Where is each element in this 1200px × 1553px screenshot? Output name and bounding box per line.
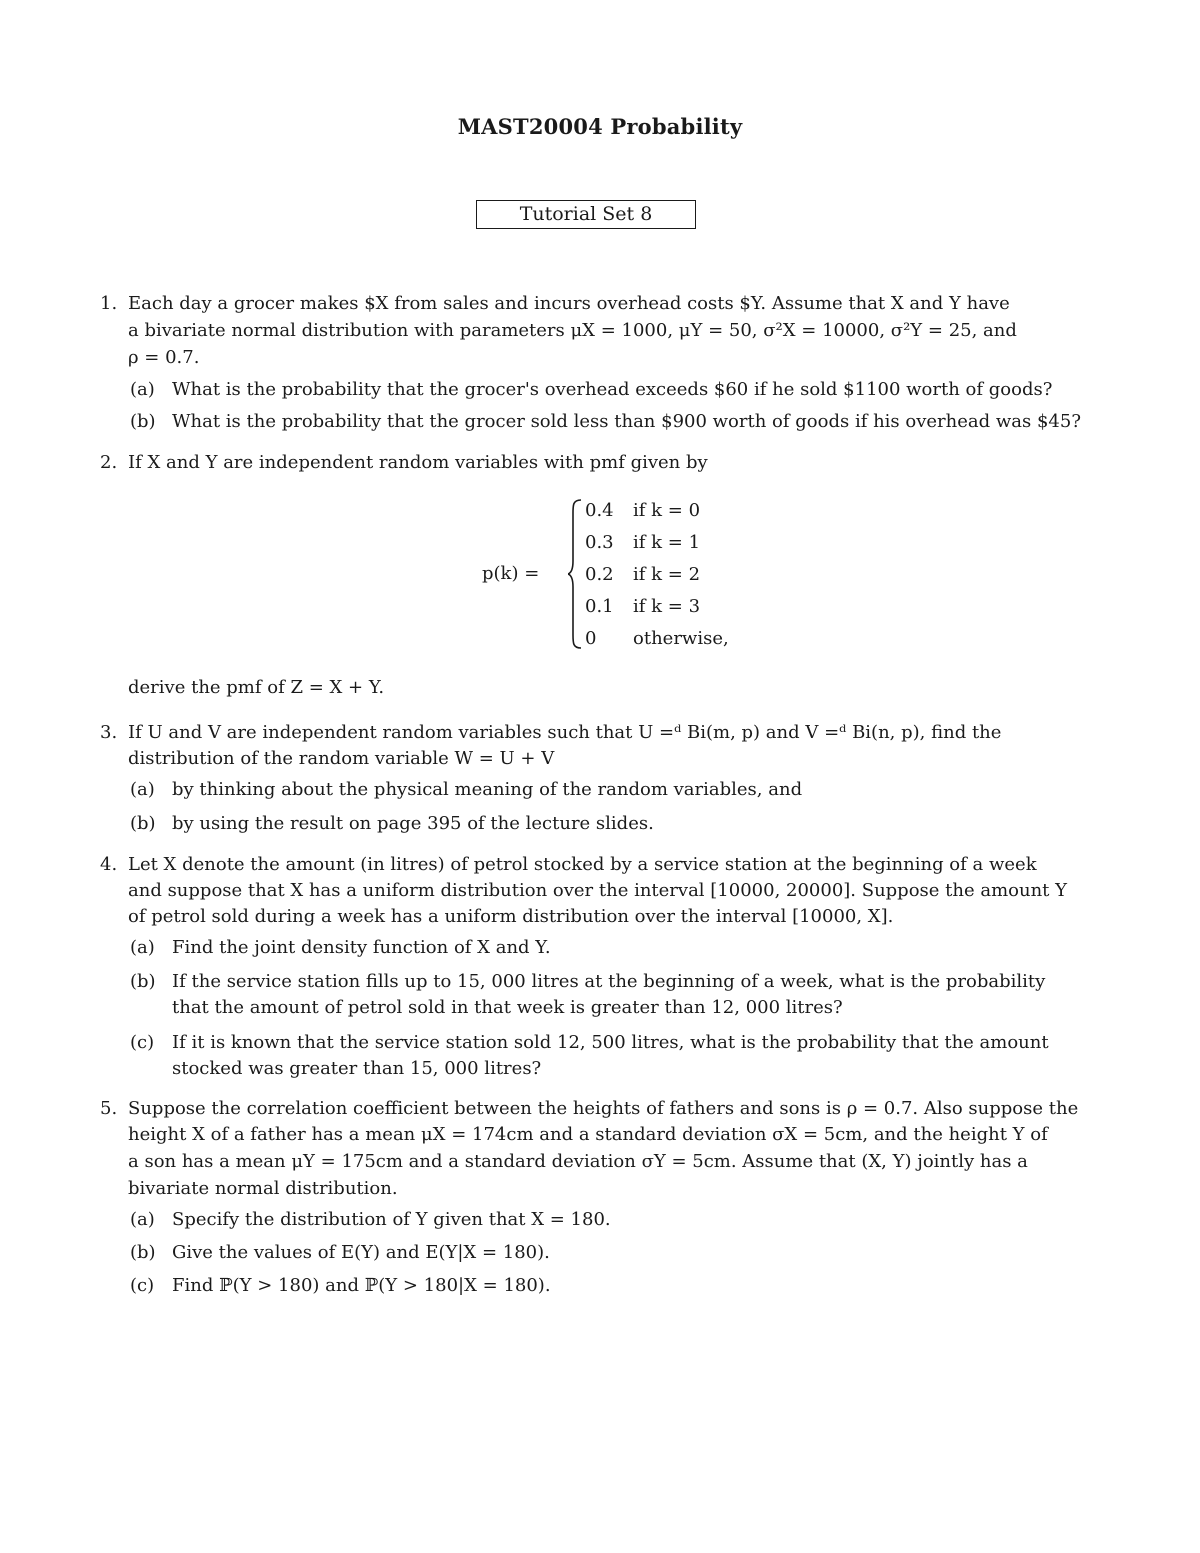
question-4-line-2: and suppose that X has a uniform distribution over the interval [10000, 20000]. Suppose the amount Y [128, 880, 1068, 901]
pmf-value: 0.1 [585, 596, 614, 617]
question-number: 3. [100, 722, 118, 743]
question-1-line-3: ρ = 0.7. [128, 347, 200, 368]
pmf-condition: if k = 2 [633, 564, 701, 585]
part-label: (a) [130, 937, 155, 958]
question-4 [100, 852, 1088, 1092]
part-text: What is the probability that the grocer's overhead exceeds $60 if he sold $1100 worth of goods? [172, 379, 1053, 400]
part-text: by using the result on page 395 of the lecture slides. [172, 813, 654, 834]
part-text: Find the joint density function of X and Y. [172, 937, 551, 958]
question-5 [100, 1096, 1088, 1306]
pmf-condition: if k = 1 [633, 532, 701, 553]
pmf-definition [482, 497, 782, 657]
question-4-line-3: of petrol sold during a week has a uniform distribution over the interval [10000, X]. [128, 906, 894, 927]
part-text: Give the values of E(Y) and E(Y|X = 180). [172, 1242, 550, 1263]
part-label: (a) [130, 779, 155, 800]
question-5-line-4: bivariate normal distribution. [128, 1178, 398, 1199]
pmf-value: 0.4 [585, 500, 614, 521]
part-text-line-1: If it is known that the service station sold 12, 500 litres, what is the probability that the amount [172, 1032, 1049, 1053]
part-label: (c) [130, 1032, 155, 1053]
part-label: (b) [130, 813, 156, 834]
part-text: by thinking about the physical meaning of the random variables, and [172, 779, 803, 800]
pmf-value: 0.2 [585, 564, 614, 585]
pmf-value: 0.3 [585, 532, 614, 553]
part-label: (b) [130, 971, 156, 992]
question-3-line-1: If U and V are independent random variables such that U =ᵈ Bi(m, p) and V =ᵈ Bi(n, p), find the [128, 722, 1002, 743]
pmf-value: 0 [585, 628, 597, 649]
question-number: 4. [100, 854, 118, 875]
question-5-line-3: a son has a mean μY = 175cm and a standard deviation σY = 5cm. Assume that (X, Y) jointly has a [128, 1151, 1028, 1172]
question-5-line-1: Suppose the correlation coefficient between the heights of fathers and sons is ρ = 0.7. Also suppose the [128, 1098, 1079, 1119]
question-2 [100, 450, 1088, 480]
pmf-condition: otherwise, [633, 628, 729, 649]
question-1-line-1: Each day a grocer makes $X from sales and incurs overhead costs $Y. Assume that X and Y have [128, 293, 1010, 314]
pmf-lhs: p(k) = [482, 563, 540, 584]
part-text: Find ℙ(Y > 180) and ℙ(Y > 180|X = 180). [172, 1275, 551, 1296]
part-label: (a) [130, 379, 155, 400]
part-label: (c) [130, 1275, 155, 1296]
question-number: 5. [100, 1098, 118, 1119]
part-text-line-2: stocked was greater than 15, 000 litres? [172, 1058, 542, 1079]
pmf-condition: if k = 3 [633, 596, 701, 617]
part-text-line-2: that the amount of petrol sold in that week is greater than 12, 000 litres? [172, 997, 843, 1018]
pmf-condition: if k = 0 [633, 500, 701, 521]
question-4-line-1: Let X denote the amount (in litres) of petrol stocked by a service station at the beginning of a week [128, 854, 1037, 875]
tutorial-set-label: Tutorial Set 8 [476, 200, 696, 229]
part-label: (b) [130, 1242, 156, 1263]
question-number: 1. [100, 293, 118, 314]
question-2-outro: derive the pmf of Z = X + Y. [128, 677, 385, 698]
question-2-outro-block [100, 675, 1088, 705]
question-2-intro: If X and Y are independent random variables with pmf given by [128, 452, 708, 473]
left-brace-icon [568, 499, 582, 649]
question-number: 2. [100, 452, 118, 473]
part-text: Specify the distribution of Y given that X = 180. [172, 1209, 611, 1230]
part-text-line-1: If the service station fills up to 15, 000 litres at the beginning of a week, what is the probability [172, 971, 1046, 992]
question-3-line-2: distribution of the random variable W = U + V [128, 748, 555, 769]
question-5-line-2: height X of a father has a mean μX = 174cm and a standard deviation σX = 5cm, and the height Y of [128, 1124, 1048, 1145]
document-title: MAST20004 Probability [457, 114, 743, 139]
part-label: (a) [130, 1209, 155, 1230]
part-text: What is the probability that the grocer sold less than $900 worth of goods if his overhead was $45? [172, 411, 1081, 432]
question-1-line-2: a bivariate normal distribution with parameters μX = 1000, μY = 50, σ²X = 10000, σ²Y = 25, and [128, 320, 1017, 341]
part-label: (b) [130, 411, 156, 432]
question-3 [100, 720, 1088, 850]
